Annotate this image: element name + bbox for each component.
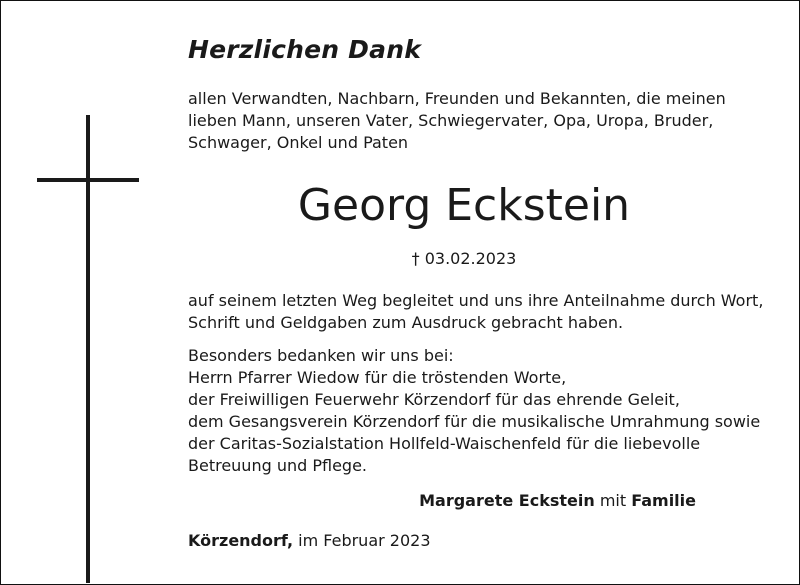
signature-name: Margarete Eckstein — [419, 491, 595, 510]
intro-line: allen Verwandten, Nachbarn, Freunden und Bekannten, die meinen — [188, 89, 726, 108]
cross-icon-bar — [37, 178, 139, 182]
intro-line: Schwager, Onkel und Paten — [188, 133, 409, 152]
heading: Herzlichen Dank — [188, 35, 422, 64]
thanks-line: Betreuung und Pflege. — [188, 456, 368, 475]
body-line: Schrift und Geldgaben zum Ausdruck gebracht haben. — [188, 313, 624, 332]
thanks-paragraph — [188, 345, 760, 477]
deceased-name: Georg Eckstein — [297, 180, 631, 231]
body-paragraph — [188, 290, 763, 334]
thanks-line: der Caritas-Sozialstation Hollfeld-Waischenfeld für die liebevolle — [188, 434, 701, 453]
cross-icon — [86, 115, 90, 583]
intro-paragraph — [188, 88, 726, 154]
thanks-line: Besonders bedanken wir uns bei: — [188, 346, 454, 365]
signature — [419, 490, 696, 512]
thanks-line: Herrn Pfarrer Wiedow für die tröstenden Worte, — [188, 368, 567, 387]
place-date — [188, 530, 431, 552]
thanks-line: der Freiwilligen Feuerwehr Körzendorf für das ehrende Geleit, — [188, 390, 680, 409]
intro-line: lieben Mann, unseren Vater, Schwiegervater, Opa, Uropa, Bruder, — [188, 111, 714, 130]
signature-connector: mit — [599, 491, 627, 510]
death-date: † 03.02.2023 — [411, 249, 517, 268]
place-date-text: im Februar 2023 — [298, 531, 431, 550]
thanks-line: dem Gesangsverein Körzendorf für die musikalische Umrahmung sowie — [188, 412, 761, 431]
body-line: auf seinem letzten Weg begleitet und uns ihre Anteilnahme durch Wort, — [188, 291, 764, 310]
signature-family: Familie — [631, 491, 696, 510]
place-town: Körzendorf, — [188, 531, 294, 550]
